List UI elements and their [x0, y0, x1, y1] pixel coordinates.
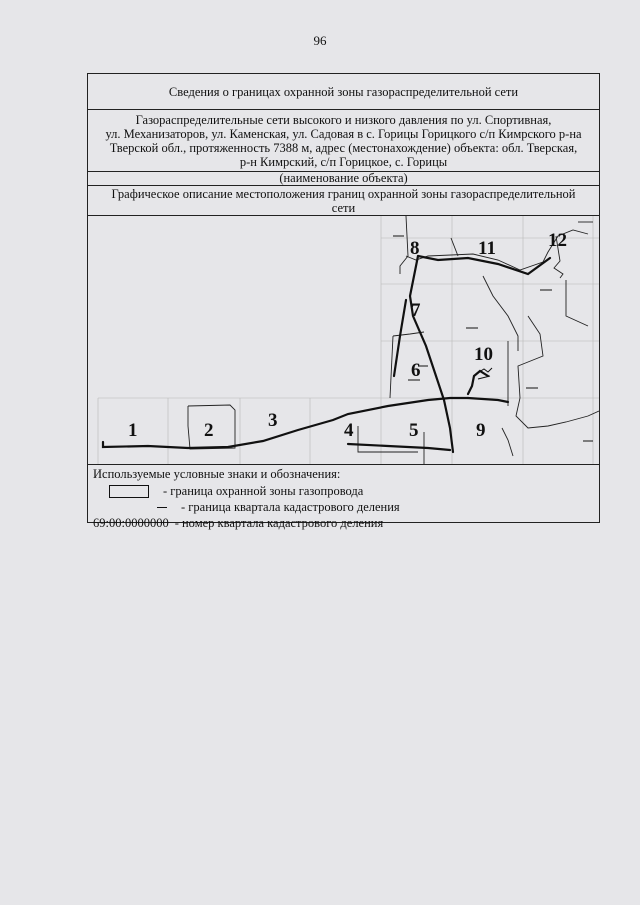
description-line: ул. Механизаторов, ул. Каменская, ул. Садовая в с. Горицы Горицкого с/п Кимрского р-на	[105, 127, 582, 141]
quarter-label: 12	[548, 230, 567, 251]
legend-quarter-text: - граница квартала кадастрового деления	[181, 500, 400, 514]
heading-line: Графическое описание местоположения границ охранной зоны газораспределительной	[111, 187, 576, 201]
object-description	[88, 110, 599, 172]
map-drawing	[88, 216, 599, 464]
heading-line: сети	[331, 201, 356, 215]
legend-number-code: 69:00:0000000	[93, 516, 169, 530]
legend-title: Используемые условные знаки и обозначения:	[93, 467, 341, 481]
quarter-label: 8	[410, 238, 420, 259]
description-line: Газораспределительные сети высокого и низкого давления по ул. Спортивная,	[135, 113, 552, 127]
quarter-boundaries	[188, 216, 599, 464]
quarter-label: 7	[411, 300, 421, 321]
description-line: Тверской обл., протяженность 7388 м, адрес (местонахождение) объекта: обл. Тверская,	[109, 141, 578, 155]
description-line: р-н Кимрский, с/п Горицкое, с. Горицы	[239, 155, 448, 169]
cadastral-map	[88, 216, 599, 465]
legend-number-row	[93, 515, 594, 531]
page-number: 96	[313, 33, 327, 48]
object-name-label: (наименование объекта)	[88, 172, 599, 186]
quarter-label: 1	[128, 420, 138, 441]
quarter-label: 3	[268, 410, 278, 431]
protection-zone-table	[87, 73, 600, 530]
quarter-label: 10	[474, 344, 493, 365]
quarter-label: 11	[478, 238, 496, 259]
quarter-label: 6	[411, 360, 421, 381]
table-header: Сведения о границах охранной зоны газораспределительной сети	[88, 74, 599, 110]
legend	[88, 465, 599, 530]
legend-zone-row	[93, 483, 594, 499]
quarter-label: 9	[476, 420, 486, 441]
legend-number-text: - номер квартала кадастрового деления	[174, 516, 384, 530]
legend-zone-text: - граница охранной зоны газопровода	[163, 484, 364, 498]
quarter-label: 5	[409, 420, 419, 441]
graphic-description-heading	[88, 186, 599, 216]
quarter-boundary-symbol	[157, 507, 167, 508]
quarter-label: 4	[344, 420, 354, 441]
zone-boundary-symbol	[109, 485, 149, 498]
quarter-label: 2	[204, 420, 214, 441]
legend-quarter-row	[93, 499, 594, 515]
